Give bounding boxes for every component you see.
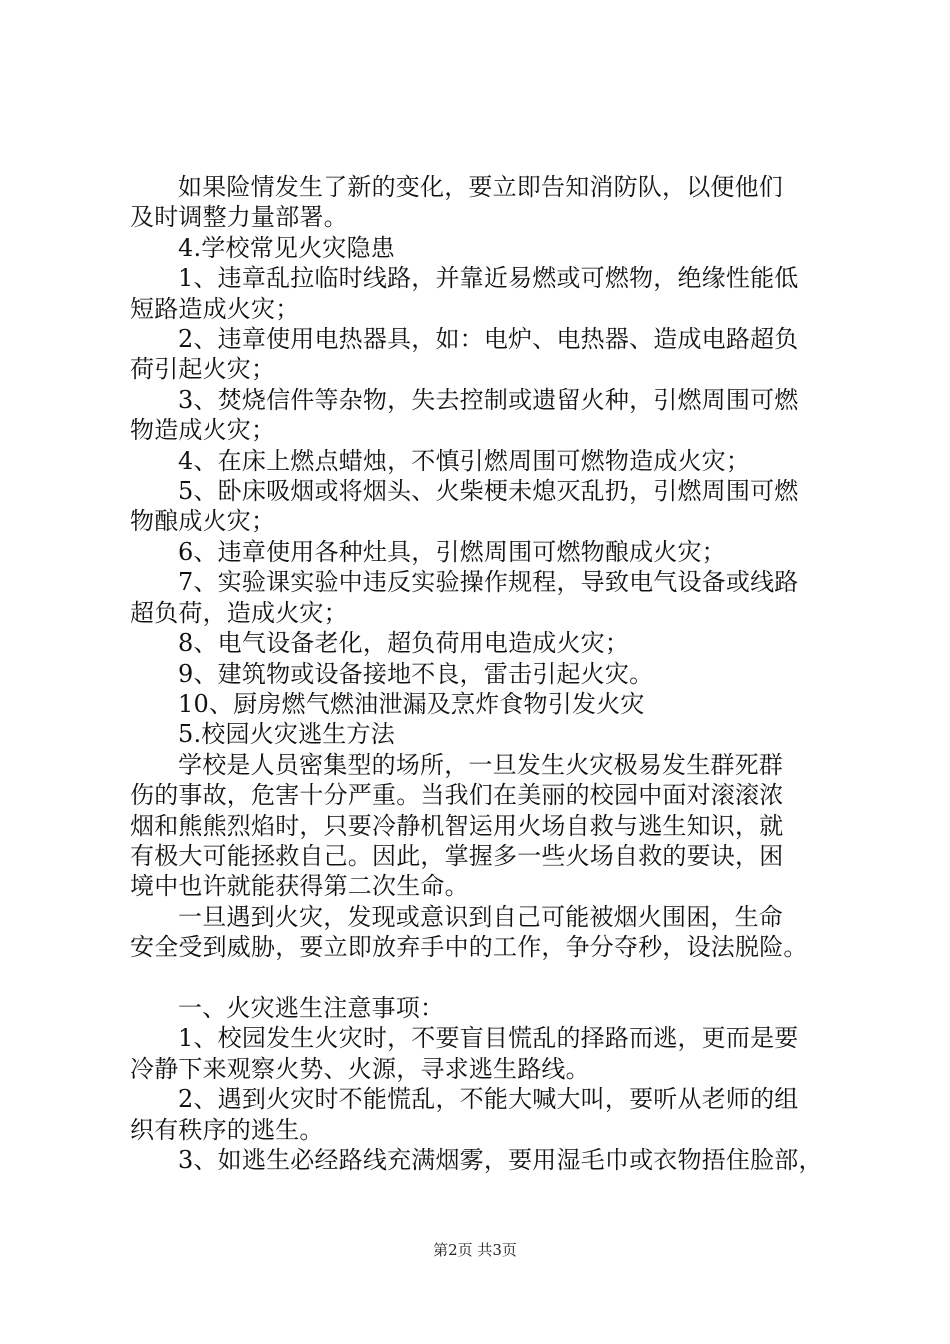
list-item: 3、焚烧信件等杂物，失去控制或遗留火种，引燃周围可燃 xyxy=(178,385,799,414)
page-number-footer: 第2页 共3页 xyxy=(433,1241,517,1259)
section-heading: 一、火灾逃生注意事项： xyxy=(178,993,445,1022)
list-item-continuation: 织有秩序的逃生。 xyxy=(130,1115,324,1144)
list-item: 5、卧床吸烟或将烟头、火柴梗未熄灭乱扔，引燃周围可燃 xyxy=(178,477,799,506)
document-body xyxy=(130,172,830,1175)
paragraph-line: 伤的事故，危害十分严重。当我们在美丽的校园中面对滚滚浓 xyxy=(130,781,784,810)
list-item-continuation: 物造成火灾； xyxy=(130,416,276,445)
paragraph-line: 安全受到威胁，要立即放弃手中的工作，争分夺秒，设法脱险。 xyxy=(130,933,808,962)
list-item: 7、实验课实验中违反实验操作规程，导致电气设备或线路 xyxy=(178,568,799,597)
paragraph-line: 境中也许就能获得第二次生命。 xyxy=(130,872,469,901)
list-item: 1、违章乱拉临时线路，并靠近易燃或可燃物，绝缘性能低 xyxy=(178,264,799,293)
paragraph-line: 如果险情发生了新的变化，要立即告知消防队，以便他们 xyxy=(178,173,783,201)
list-item: 8、电气设备老化，超负荷用电造成火灾； xyxy=(178,629,630,658)
list-item: 10、厨房燃气燃油泄漏及烹炸食物引发火灾 xyxy=(178,689,645,718)
list-item: 2、违章使用电热器具，如：电炉、电热器、造成电路超负 xyxy=(178,325,799,354)
list-item-continuation: 冷静下来观察火势、火源，寻求逃生路线。 xyxy=(130,1054,590,1083)
list-item: 2、遇到火灾时不能慌乱，不能大喊大叫，要听从老师的组 xyxy=(178,1085,799,1114)
blank-line xyxy=(130,963,830,993)
section-heading: 5.校园火灾逃生方法 xyxy=(178,720,395,749)
list-item: 9、建筑物或设备接地不良，雷击引起火灾。 xyxy=(178,659,654,688)
paragraph-line: 学校是人员密集型的场所，一旦发生火灾极易发生群死群 xyxy=(178,750,783,779)
list-item: 4、在床上燃点蜡烛，不慎引燃周围可燃物造成火灾； xyxy=(178,446,751,475)
paragraph-line: 有极大可能拯救自己。因此，掌握多一些火场自救的要诀，困 xyxy=(130,841,784,870)
paragraph-line: 一旦遇到火灾，发现或意识到自己可能被烟火围困，生命 xyxy=(178,902,783,931)
list-item-continuation: 物酿成火灾； xyxy=(130,507,276,536)
paragraph-line: 及时调整力量部署。 xyxy=(130,203,348,232)
list-item-continuation: 超负荷，造成火灾； xyxy=(130,598,348,627)
paragraph-line: 烟和熊熊烈焰时，只要冷静机智运用火场自救与逃生知识，就 xyxy=(130,811,784,840)
list-item-continuation: 短路造成火灾； xyxy=(130,294,300,323)
list-item-continuation: 荷引起火灾； xyxy=(130,355,276,384)
list-item: 6、违章使用各种灶具，引燃周围可燃物酿成火灾； xyxy=(178,537,726,566)
list-item: 3、如逃生必经路线充满烟雾，要用湿毛巾或衣物捂住脸部， xyxy=(178,1145,823,1174)
section-heading: 4.学校常见火灾隐患 xyxy=(178,233,395,262)
list-item: 1、校园发生火灾时，不要盲目慌乱的择路而逃，更而是要 xyxy=(178,1024,799,1053)
